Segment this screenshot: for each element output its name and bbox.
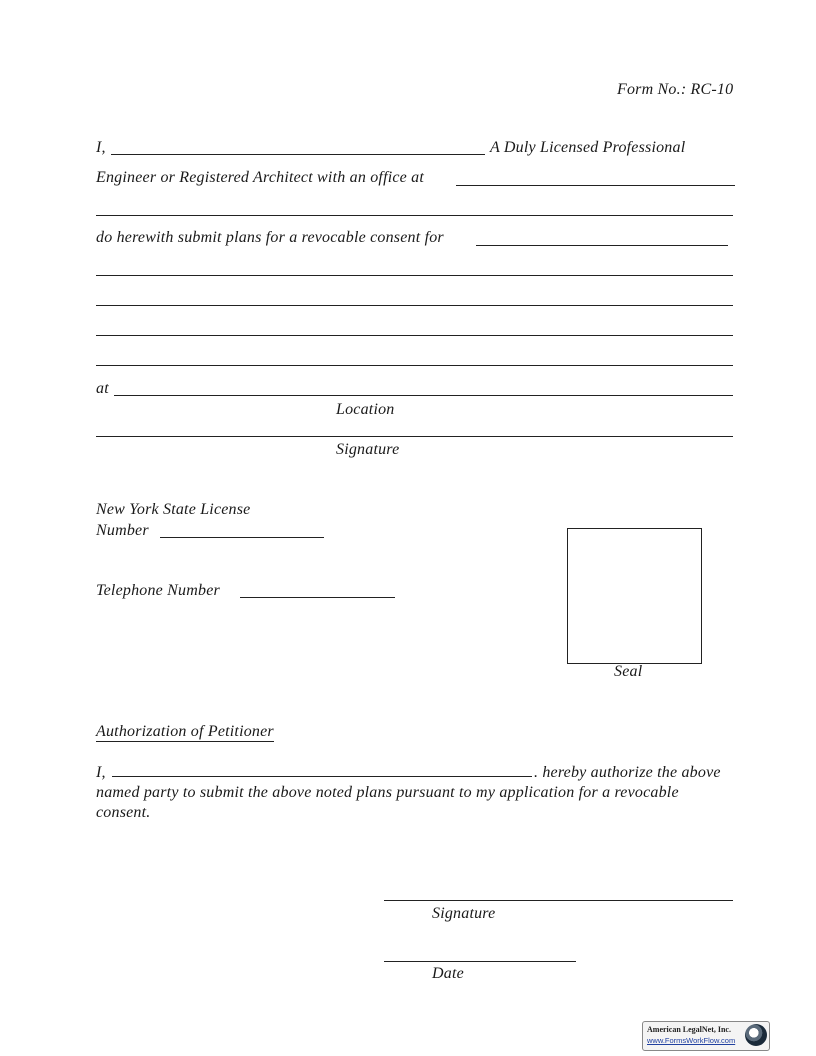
petitioner-signature-field[interactable]	[384, 900, 733, 901]
seal-label: Seal	[614, 663, 643, 680]
license-label: New York State License	[96, 501, 251, 518]
date-label: Date	[432, 965, 464, 982]
petitioner-signature-label: Signature	[432, 905, 496, 922]
at-prefix: at	[96, 380, 109, 397]
office-label: Engineer or Registered Architect with an office at	[96, 169, 425, 186]
petitioner-name-field[interactable]	[112, 762, 532, 777]
office-address-field[interactable]	[456, 185, 735, 186]
website-link[interactable]: www.FormsWorkFlow.com	[647, 1036, 736, 1045]
signature-field[interactable]	[96, 436, 733, 437]
authorization-title	[96, 722, 274, 742]
consent-purpose-field[interactable]	[476, 245, 728, 246]
telephone-field[interactable]	[240, 597, 395, 598]
line1-suffix: A Duly Licensed Professional	[490, 139, 686, 156]
date-field[interactable]	[384, 961, 576, 962]
consent-description-line-3[interactable]	[96, 335, 733, 336]
authorization-prefix: I,	[96, 764, 106, 781]
consent-description-line-2[interactable]	[96, 305, 733, 306]
office-address-field-2[interactable]	[96, 215, 733, 216]
form-number: Form No.: RC-10	[617, 81, 734, 98]
name-field[interactable]	[111, 154, 485, 155]
globe-icon	[745, 1024, 767, 1046]
footer-logo[interactable]	[642, 1021, 770, 1051]
signature-label: Signature	[336, 441, 400, 458]
location-field[interactable]	[114, 395, 733, 396]
consent-description-line-4[interactable]	[96, 365, 733, 366]
consent-description-line-1[interactable]	[96, 275, 733, 276]
authorization-title-text: Authorization of Petitioner	[96, 723, 274, 740]
authorization-paragraph	[96, 762, 736, 823]
location-label: Location	[336, 401, 395, 418]
license-number-label: Number	[96, 522, 149, 539]
license-number-field[interactable]	[160, 537, 324, 538]
telephone-label: Telephone Number	[96, 582, 220, 599]
seal-box	[567, 528, 702, 664]
line1-prefix: I,	[96, 139, 106, 156]
company-name: American LegalNet, Inc.	[647, 1025, 731, 1034]
consent-label: do herewith submit plans for a revocable consent for	[96, 229, 444, 246]
authorization-body: . hereby authorize the above named party to submit the above noted plans pursuant to my application for a revocable consent.	[96, 764, 721, 821]
